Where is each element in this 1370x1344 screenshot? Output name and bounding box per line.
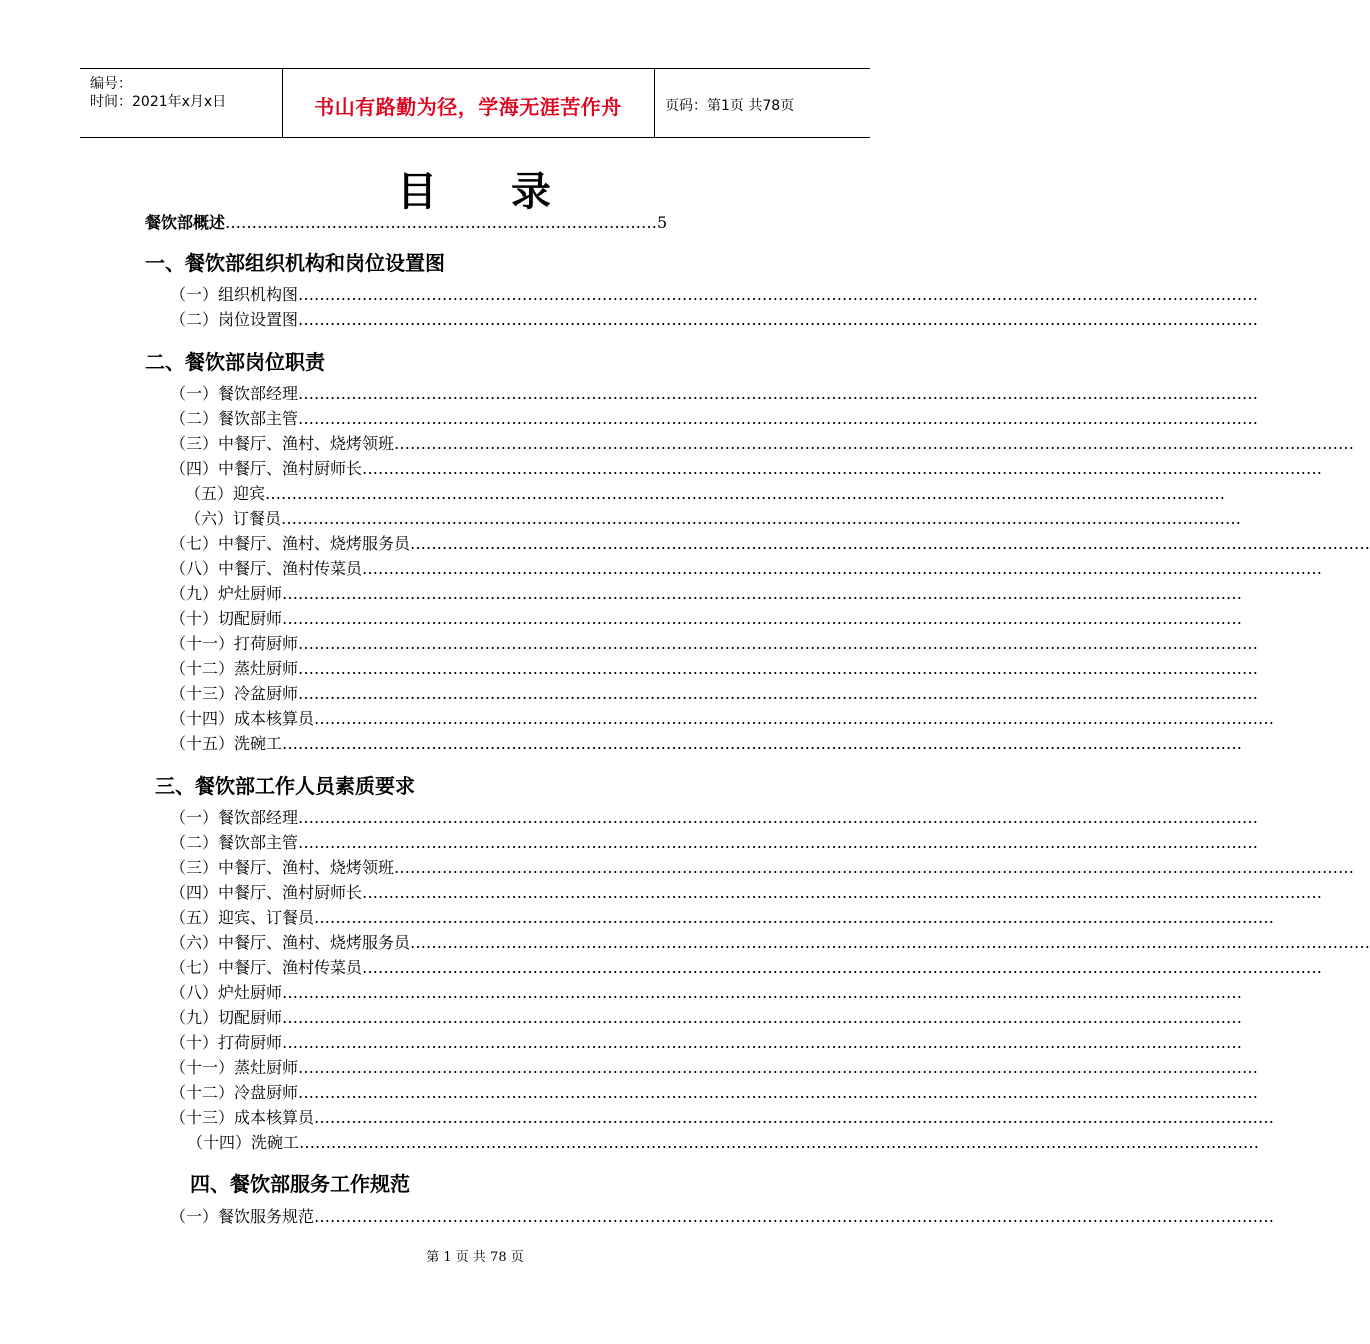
toc-item[interactable]	[170, 584, 1243, 604]
toc-item-label: （八）炉灶厨师	[170, 983, 283, 1002]
toc-leader-dots: ………………………………………………………………………………………………………………………………………………………………	[282, 734, 1243, 753]
toc-item[interactable]	[170, 1033, 1243, 1053]
toc-leader-dots: ………………………………………………………………………………………………………………………………………………………………	[298, 634, 1259, 653]
toc-item[interactable]	[185, 509, 1242, 529]
motto: 书山有路勤为径，学海无涯苦作舟	[314, 95, 622, 119]
toc-item[interactable]	[170, 933, 1370, 953]
toc-item-label: （十一）打荷厨师	[170, 634, 299, 653]
toc-leader-dots: ………………………………………………………………………………………………………………………………………………………………	[298, 684, 1259, 703]
toc-item-label: （四）中餐厅、渔村厨师长	[170, 883, 363, 902]
toc-item[interactable]	[170, 459, 1323, 479]
toc-item[interactable]	[170, 409, 1259, 429]
toc-item[interactable]	[170, 659, 1259, 679]
toc-item-label: （三）中餐厅、渔村、烧烤领班	[170, 434, 395, 453]
toc-item-label: （六）中餐厅、渔村、烧烤服务员	[170, 933, 411, 952]
toc-leader-dots: ………………………………………………………………………………………………………………………………………………………………	[282, 983, 1243, 1002]
toc-item[interactable]	[170, 734, 1243, 754]
toc-item-label: （十四）成本核算员	[170, 709, 315, 728]
toc-item[interactable]	[170, 434, 1355, 454]
toc-item-label: （九）炉灶厨师	[170, 584, 283, 603]
toc-item[interactable]	[170, 534, 1370, 554]
toc-item-label: （十一）蒸灶厨师	[170, 1058, 299, 1077]
toc-item-label: （七）中餐厅、渔村传菜员	[170, 958, 363, 977]
toc-leader-dots: ………………………………………………………………………………………………………………………………………………………………	[362, 958, 1323, 977]
toc-leader-dots: ………………………………………………………………………………………………………………………………………………………………	[282, 609, 1243, 628]
toc-item[interactable]	[170, 883, 1323, 903]
toc-leader-dots: ………………………………………………………………………………………………………………………………………………………………	[298, 808, 1259, 827]
toc-leader-dots: ………………………………………………………………………………………………………………………………………………………………	[394, 434, 1355, 453]
toc-item-label: （十）切配厨师	[170, 609, 283, 628]
toc-item[interactable]	[170, 833, 1259, 853]
toc-item[interactable]	[170, 1083, 1259, 1103]
toc-leader-dots: ………………………………………………………………………………………………………………………………………………………………	[298, 384, 1259, 403]
toc-item[interactable]	[187, 1133, 1260, 1153]
section-heading[interactable]: 三、餐饮部工作人员素质要求	[155, 774, 415, 798]
toc-leader-dots: ………………………………………………………………………………………………………………………………………………………………	[362, 459, 1323, 478]
toc-leader-dots: ………………………………………………………………………………………………………………………………………………………………	[314, 1207, 1275, 1226]
toc-item-label: （七）中餐厅、渔村、烧烤服务员	[170, 534, 411, 553]
toc-item[interactable]	[170, 908, 1275, 928]
section-heading[interactable]: 二、餐饮部岗位职责	[145, 350, 325, 374]
toc-leader-dots: ………………………………………………………………………………………………………………………………………………………………	[362, 883, 1323, 902]
toc-item-label: （十四）洗碗工	[187, 1133, 300, 1152]
toc-leader-dots: ………………………………………………………………………………………………………………………………………………………………	[362, 559, 1323, 578]
toc-item-label: （十五）洗碗工	[170, 734, 283, 753]
toc-item[interactable]	[170, 1058, 1259, 1078]
toc-leader-dots: ………………………………………………………………………………………………………………………………………………………………	[265, 484, 1226, 503]
toc-leader-dots: ………………………………………………………………………………………………………………………………………………………………	[394, 858, 1355, 877]
toc-item-label: （一）组织机构图	[170, 285, 299, 304]
toc-item-label: （一）餐饮服务规范	[170, 1207, 315, 1226]
toc-leader-dots: ………………………………………………………………………………………………………………………………………………………………	[314, 709, 1275, 728]
toc-leader-dots: ………………………………………………………………………………………………………………………………………………………………	[281, 509, 1242, 528]
overview-page: 5	[657, 213, 668, 232]
toc-item-label: （十二）冷盘厨师	[170, 1083, 299, 1102]
toc-item-label: （十二）蒸灶厨师	[170, 659, 299, 678]
toc-leader-dots: ………………………………………………………………………………………………………………………………………………………………	[298, 310, 1259, 329]
toc-item[interactable]	[185, 484, 1226, 504]
toc-leader-dots: ………………………………………………………………………………………………………………………………………………………………	[299, 1133, 1260, 1152]
toc-item[interactable]	[170, 1108, 1275, 1128]
toc-item[interactable]	[170, 958, 1323, 978]
toc-item-label: （二）岗位设置图	[170, 310, 299, 329]
toc-item[interactable]	[170, 559, 1323, 579]
toc-item[interactable]	[170, 858, 1355, 878]
toc-item[interactable]	[170, 1207, 1275, 1227]
toc-leader-dots: ………………………………………………………………………………………………………………………………………………………………	[298, 659, 1259, 678]
toc-leader-dots: ………………………………………………………………………………………………………………………………………………………………	[298, 833, 1259, 852]
toc-leader-dots: ………………………………………………………………………………………………………………………………………………………………	[410, 933, 1370, 952]
toc-item[interactable]	[170, 808, 1259, 828]
toc-item[interactable]	[170, 609, 1243, 629]
toc-item-label: （十三）冷盆厨师	[170, 684, 299, 703]
page-info: 页码：第1页 共78页	[665, 98, 795, 114]
toc-item-label: （四）中餐厅、渔村厨师长	[170, 459, 363, 478]
toc-item-label: （一）餐饮部经理	[170, 808, 299, 827]
toc-item[interactable]	[170, 1008, 1243, 1028]
toc-item-label: （二）餐饮部主管	[170, 409, 299, 428]
toc-item-label: （十三）成本核算员	[170, 1108, 315, 1127]
toc-item[interactable]	[170, 384, 1259, 404]
toc-item-label: （一）餐饮部经理	[170, 384, 299, 403]
toc-item-label: （八）中餐厅、渔村传菜员	[170, 559, 363, 578]
page-footer: 第 1 页 共 78 页	[426, 1250, 524, 1265]
time-label: 时间：2021年x月x日	[90, 94, 227, 110]
toc-item-label: （六）订餐员	[185, 509, 282, 528]
toc-leader-dots: ………………………………………………………………………………………………………………………………………………………………	[282, 1008, 1243, 1027]
overview-dots: ………………………………………………………………………	[225, 213, 658, 232]
number-label: 编号：	[90, 76, 132, 92]
toc-item[interactable]	[170, 684, 1259, 704]
toc-leader-dots: ………………………………………………………………………………………………………………………………………………………………	[298, 409, 1259, 428]
title-char-2: 录	[511, 168, 553, 215]
overview-text: 餐饮部概述	[145, 213, 226, 232]
toc-item-label: （二）餐饮部主管	[170, 833, 299, 852]
toc-item[interactable]	[170, 310, 1259, 330]
toc-leader-dots: ………………………………………………………………………………………………………………………………………………………………	[282, 584, 1243, 603]
toc-leader-dots: ………………………………………………………………………………………………………………………………………………………………	[298, 1058, 1259, 1077]
toc-item[interactable]	[170, 983, 1243, 1003]
toc-item-label: （十）打荷厨师	[170, 1033, 283, 1052]
toc-leader-dots: ………………………………………………………………………………………………………………………………………………………………	[410, 534, 1370, 553]
toc-leader-dots: ………………………………………………………………………………………………………………………………………………………………	[298, 1083, 1259, 1102]
toc-item-label: （五）迎宾、订餐员	[170, 908, 315, 927]
section-heading[interactable]: 一、餐饮部组织机构和岗位设置图	[145, 251, 445, 275]
toc-leader-dots: ………………………………………………………………………………………………………………………………………………………………	[298, 285, 1259, 304]
title-char-1: 目	[397, 168, 439, 215]
toc-item[interactable]	[170, 634, 1259, 654]
toc-leader-dots: ………………………………………………………………………………………………………………………………………………………………	[314, 1108, 1275, 1127]
toc-item[interactable]	[170, 285, 1259, 305]
toc-item-label: （九）切配厨师	[170, 1008, 283, 1027]
toc-item-label: （三）中餐厅、渔村、烧烤领班	[170, 858, 395, 877]
toc-leader-dots: ………………………………………………………………………………………………………………………………………………………………	[282, 1033, 1243, 1052]
section-heading[interactable]: 四、餐饮部服务工作规范	[190, 1172, 410, 1196]
toc-item-label: （五）迎宾	[185, 484, 266, 503]
toc-leader-dots: ………………………………………………………………………………………………………………………………………………………………	[314, 908, 1275, 927]
toc-item[interactable]	[170, 709, 1275, 729]
